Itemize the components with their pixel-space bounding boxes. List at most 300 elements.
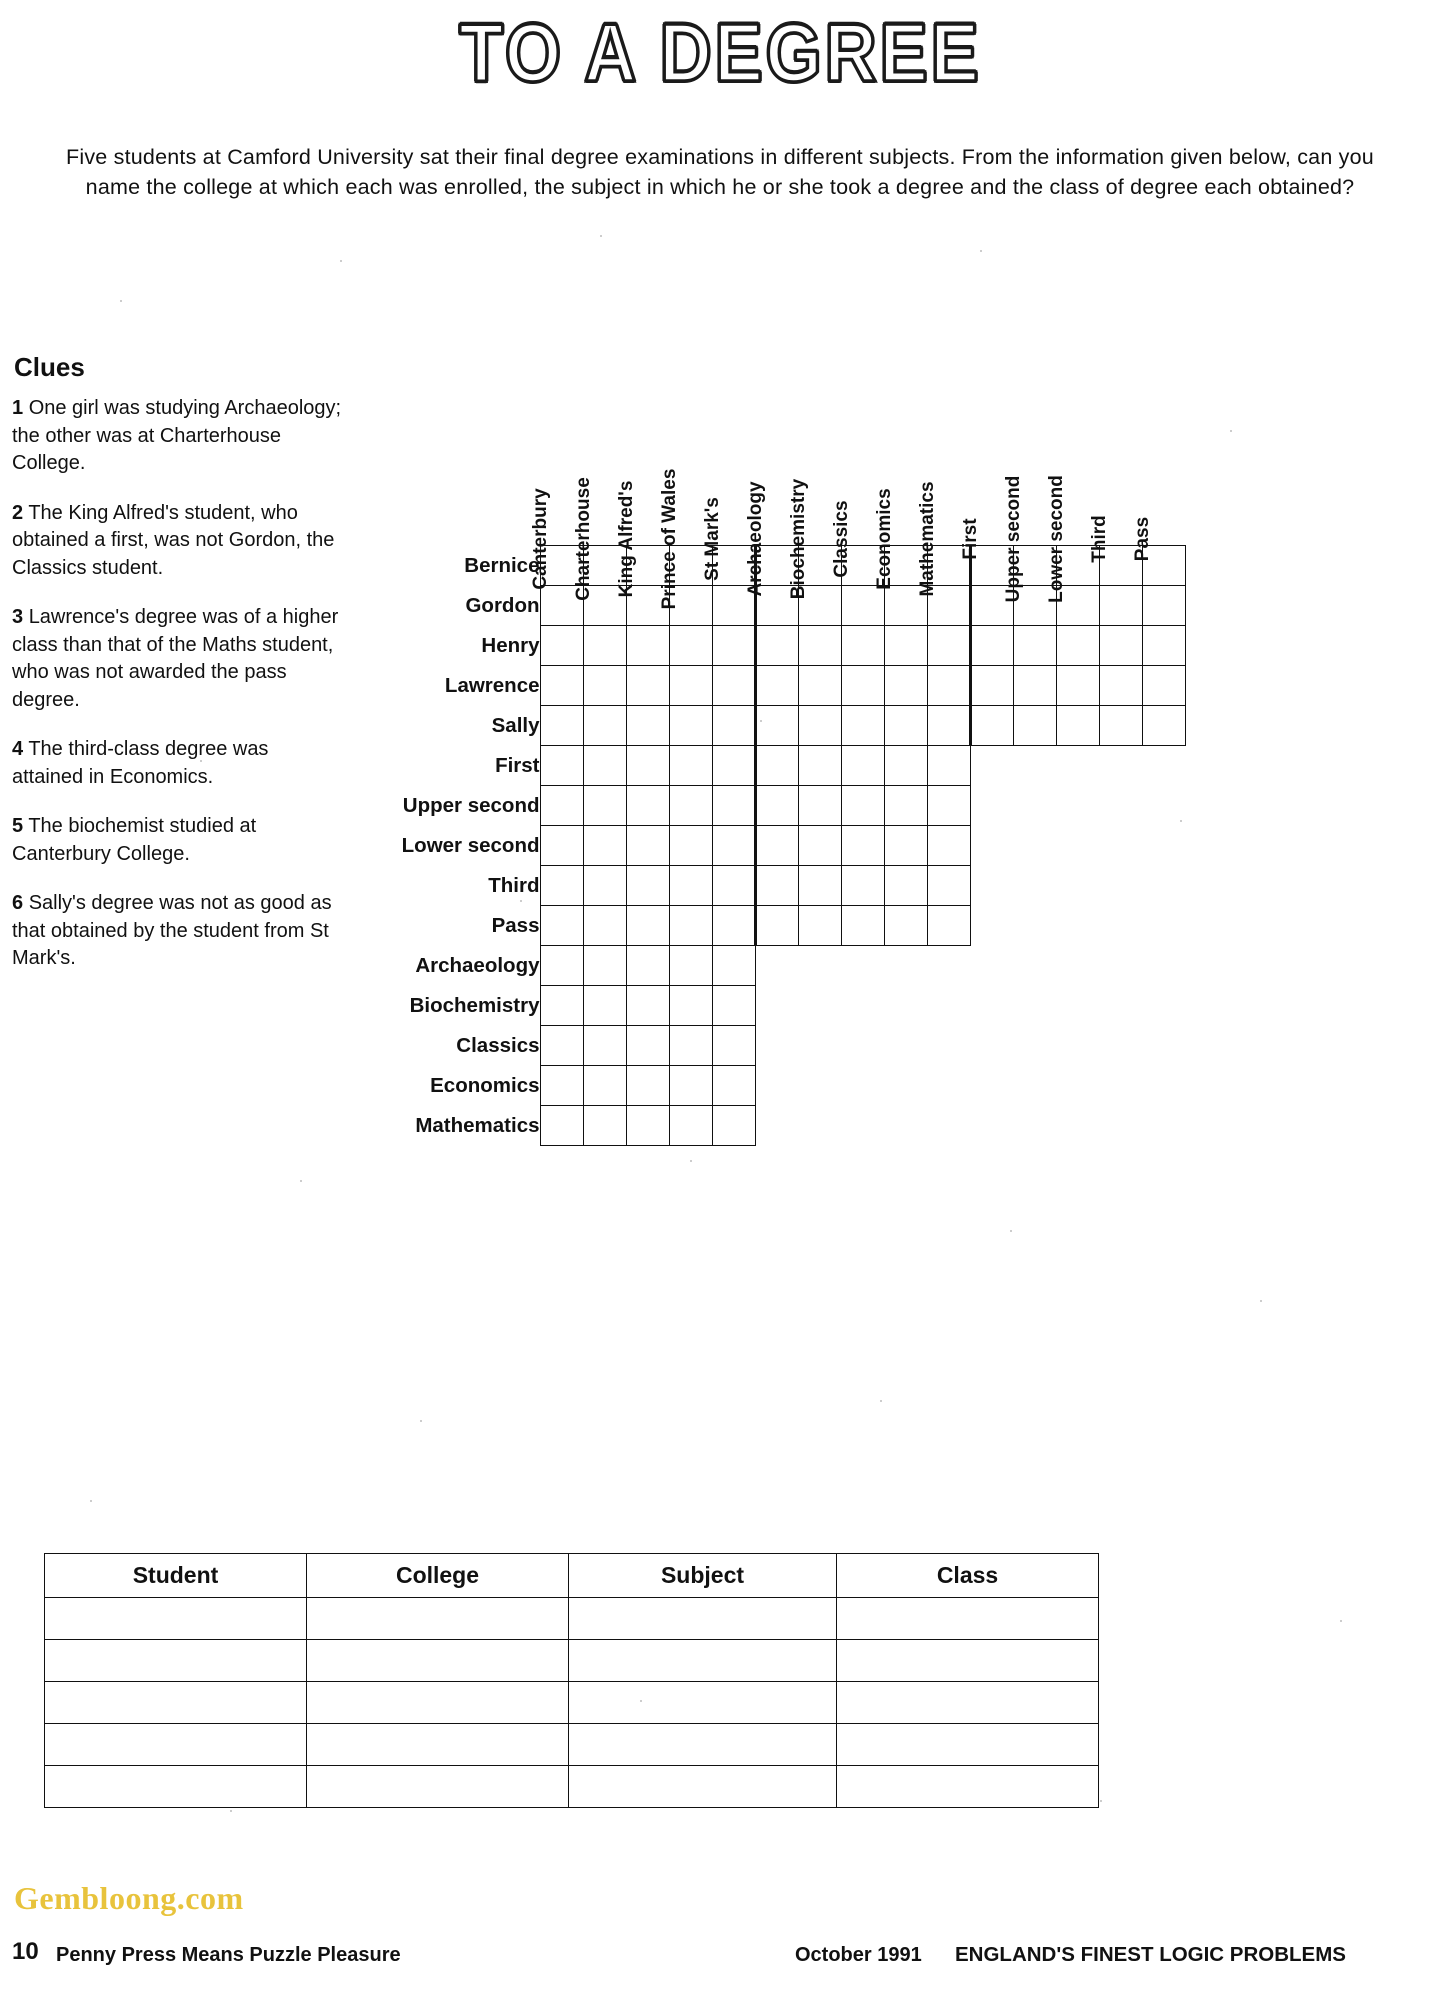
answer-cell-class[interactable] [837, 1682, 1099, 1724]
answer-header-subject: Subject [569, 1554, 837, 1598]
grid-cell[interactable] [669, 666, 712, 706]
grid-cell[interactable] [798, 786, 841, 826]
grid-col-header-label: Upper second [1002, 475, 1024, 603]
grid-cell[interactable] [626, 946, 669, 986]
grid-cell[interactable] [583, 866, 626, 906]
grid-cell[interactable] [755, 666, 798, 706]
clues-heading: Clues [14, 352, 85, 382]
grid-cell-empty [970, 906, 1013, 946]
answer-cell-class[interactable] [837, 1724, 1099, 1766]
grid-cell[interactable] [626, 826, 669, 866]
grid-cell[interactable] [669, 1026, 712, 1066]
paper-speck [120, 300, 122, 302]
grid-row-label-subject: Biochemistry [409, 993, 540, 1017]
grid-cell[interactable] [755, 866, 798, 906]
answer-header-college: College [307, 1554, 569, 1598]
grid-cell[interactable] [1099, 666, 1142, 706]
grid-cell-empty [1099, 1026, 1142, 1066]
grid-cell-empty [1013, 866, 1056, 906]
grid-cell[interactable] [583, 706, 626, 746]
grid-cell-empty [970, 826, 1013, 866]
grid-cell-empty [1142, 1026, 1185, 1066]
grid-col-header-label: Archaeology [744, 481, 766, 597]
grid-cell-empty [1099, 1106, 1142, 1146]
grid-cell[interactable] [970, 706, 1013, 746]
answer-cell-college[interactable] [307, 1598, 569, 1640]
paper-speck [340, 260, 342, 262]
answer-cell-student[interactable] [45, 1598, 307, 1640]
grid-cell[interactable] [927, 626, 970, 666]
grid-cell[interactable] [669, 986, 712, 1026]
grid-cell[interactable] [669, 786, 712, 826]
grid-col-header-label: Third [1088, 515, 1110, 563]
clue-text: The third-class degree was attained in Economics. [12, 738, 269, 788]
grid-cell[interactable] [626, 706, 669, 746]
grid-cell[interactable] [712, 786, 755, 826]
paper-speck [760, 720, 762, 722]
grid-cell[interactable] [1142, 666, 1185, 706]
grid-cell[interactable] [798, 906, 841, 946]
grid-cell[interactable] [841, 666, 884, 706]
grid-cell[interactable] [626, 746, 669, 786]
answer-cell-college[interactable] [307, 1724, 569, 1766]
grid-cell[interactable] [712, 746, 755, 786]
grid-cell[interactable] [841, 706, 884, 746]
grid-cell[interactable] [712, 706, 755, 746]
answer-table-row[interactable] [45, 1598, 1099, 1640]
grid-cell[interactable] [927, 906, 970, 946]
paper-speck [1180, 820, 1182, 822]
grid-col-header-label: Charterhouse [572, 477, 594, 601]
grid-cell[interactable] [626, 1026, 669, 1066]
grid-cell-empty [970, 866, 1013, 906]
grid-cell[interactable] [1013, 706, 1056, 746]
grid-cell[interactable] [540, 706, 583, 746]
paper-speck [1260, 1300, 1262, 1302]
grid-row-label-student: Bernice [464, 553, 540, 577]
grid-cell[interactable] [583, 1026, 626, 1066]
grid-cell[interactable] [583, 906, 626, 946]
grid-cell[interactable] [927, 826, 970, 866]
grid-col-header-label: Classics [830, 500, 852, 578]
grid-cell[interactable] [841, 826, 884, 866]
clue-text: Lawrence's degree was of a higher class than that of the Maths student, who was not awarded the pass degree. [12, 606, 339, 711]
grid-cell[interactable] [884, 906, 927, 946]
grid-cell[interactable] [884, 746, 927, 786]
grid-cell-empty [1056, 1066, 1099, 1106]
grid-cell[interactable] [755, 706, 798, 746]
footer-date: October 1991 [795, 1944, 922, 1966]
grid-cell[interactable] [626, 626, 669, 666]
grid-cell-empty [755, 1026, 798, 1066]
grid-col-header-label: Canterbury [529, 488, 551, 590]
answer-cell-college[interactable] [307, 1682, 569, 1724]
grid-cell-empty [841, 1066, 884, 1106]
grid-cell[interactable] [841, 786, 884, 826]
clue-text: Sally's degree was not as good as that obtained by the student from St Mark's. [12, 892, 332, 969]
grid-cell[interactable] [626, 866, 669, 906]
answer-header-student: Student [45, 1554, 307, 1598]
grid-cell[interactable] [1056, 706, 1099, 746]
grid-row [340, 986, 1185, 1026]
grid-cell-empty [1013, 1066, 1056, 1106]
grid-cell-empty [927, 946, 970, 986]
grid-cell-empty [1056, 1106, 1099, 1146]
grid-col-header-label: Lower second [1045, 475, 1067, 603]
clue-text: The King Alfred's student, who obtained a first, was not Gordon, the Classics student. [12, 501, 335, 579]
grid-col-header-label: Mathematics [916, 481, 938, 597]
grid-cell[interactable] [798, 826, 841, 866]
answer-table[interactable] [44, 1553, 1099, 1808]
grid-cell[interactable] [626, 666, 669, 706]
grid-cell[interactable] [970, 666, 1013, 706]
grid-row [340, 666, 1185, 706]
grid-cell[interactable] [884, 666, 927, 706]
grid-cell[interactable] [540, 786, 583, 826]
grid-cell[interactable] [540, 1026, 583, 1066]
grid-cell-empty [1013, 906, 1056, 946]
answer-table-header-row [45, 1554, 1099, 1598]
grid-cell[interactable] [927, 746, 970, 786]
grid-cell[interactable] [583, 1106, 626, 1146]
grid-cell[interactable] [755, 786, 798, 826]
grid-cell[interactable] [1142, 706, 1185, 746]
grid-row [340, 1106, 1185, 1146]
grid-cell[interactable] [669, 826, 712, 866]
grid-cell-empty [1056, 746, 1099, 786]
paper-speck [420, 1420, 422, 1422]
paper-speck [1230, 430, 1232, 432]
grid-cell[interactable] [712, 906, 755, 946]
answer-cell-subject[interactable] [569, 1766, 837, 1808]
clue-item [12, 736, 342, 791]
grid-cell-empty [1056, 866, 1099, 906]
grid-cell[interactable] [927, 786, 970, 826]
paper-speck [980, 250, 982, 252]
grid-cell[interactable] [626, 1066, 669, 1106]
grid-cell[interactable] [1013, 666, 1056, 706]
grid-cell-empty [927, 1026, 970, 1066]
grid-row [340, 906, 1185, 946]
grid-cell[interactable] [1142, 586, 1185, 626]
answer-table-row[interactable] [45, 1724, 1099, 1766]
clue-number: 5 [12, 815, 24, 837]
answer-cell-class[interactable] [837, 1598, 1099, 1640]
logic-grid-table[interactable] [340, 345, 1186, 1146]
grid-cell[interactable] [1013, 626, 1056, 666]
grid-cell[interactable] [755, 906, 798, 946]
grid-cell-empty [1142, 946, 1185, 986]
grid-cell[interactable] [583, 1066, 626, 1106]
grid-cell[interactable] [841, 906, 884, 946]
grid-cell-empty [841, 1026, 884, 1066]
grid-cell[interactable] [755, 826, 798, 866]
grid-cell[interactable] [669, 1106, 712, 1146]
grid-row [340, 626, 1185, 666]
grid-cell[interactable] [712, 626, 755, 666]
grid-cell[interactable] [884, 706, 927, 746]
clue-number: 2 [12, 501, 24, 524]
answer-table-row[interactable] [45, 1640, 1099, 1682]
grid-cell[interactable] [927, 666, 970, 706]
grid-cell[interactable] [712, 1066, 755, 1106]
grid-row [340, 746, 1185, 786]
grid-cell-empty [755, 946, 798, 986]
grid-cell-empty [1099, 746, 1142, 786]
grid-cell[interactable] [540, 626, 583, 666]
page-title: TO A DEGREE [459, 7, 982, 100]
grid-col-header-label: Prince of Wales [658, 468, 680, 610]
grid-row-label-student: Lawrence [444, 673, 540, 697]
grid-cell-empty [1013, 746, 1056, 786]
grid-row-label-class: First [495, 753, 540, 777]
grid-body[interactable] [340, 546, 1185, 1146]
grid-cell[interactable] [540, 906, 583, 946]
clue-item [12, 890, 342, 973]
grid-cell[interactable] [884, 826, 927, 866]
paper-speck [600, 235, 602, 237]
grid-col-header-label: King Alfred's [615, 480, 637, 598]
grid-cell[interactable] [540, 666, 583, 706]
grid-column-headers [340, 345, 1185, 546]
grid-cell[interactable] [540, 946, 583, 986]
grid-cell[interactable] [583, 826, 626, 866]
grid-cell-empty [841, 1106, 884, 1146]
grid-cell[interactable] [841, 746, 884, 786]
clue-item [12, 500, 342, 583]
grid-cell-empty [1013, 1106, 1056, 1146]
paper-speck [690, 1160, 692, 1162]
paper-speck [640, 1700, 642, 1702]
answer-cell-class[interactable] [837, 1640, 1099, 1682]
logic-grid[interactable] [340, 345, 1186, 1146]
grid-cell[interactable] [1056, 666, 1099, 706]
grid-cell[interactable] [841, 586, 884, 626]
grid-cell[interactable] [884, 866, 927, 906]
grid-cell[interactable] [712, 826, 755, 866]
grid-cell[interactable] [884, 786, 927, 826]
grid-cell-empty [1056, 986, 1099, 1026]
grid-cell[interactable] [669, 906, 712, 946]
grid-cell[interactable] [583, 786, 626, 826]
grid-cell[interactable] [712, 1106, 755, 1146]
grid-cell[interactable] [669, 946, 712, 986]
grid-cell-empty [1142, 746, 1185, 786]
footer-publisher: Penny Press Means Puzzle Pleasure [56, 1944, 401, 1966]
grid-cell[interactable] [540, 866, 583, 906]
paper-speck [1340, 1620, 1342, 1622]
grid-cell[interactable] [755, 746, 798, 786]
paper-speck [1100, 1800, 1102, 1802]
grid-cell-empty [970, 986, 1013, 1026]
grid-cell[interactable] [626, 786, 669, 826]
grid-cell[interactable] [669, 1066, 712, 1106]
grid-cell-empty [884, 946, 927, 986]
grid-cell[interactable] [841, 866, 884, 906]
grid-cell-empty [1013, 1026, 1056, 1066]
grid-cell[interactable] [798, 626, 841, 666]
grid-cell[interactable] [970, 626, 1013, 666]
answer-header-class: Class [837, 1554, 1099, 1598]
grid-cell-empty [1013, 826, 1056, 866]
grid-col-header-label: Pass [1131, 516, 1153, 562]
grid-cell[interactable] [669, 706, 712, 746]
answer-cell-subject[interactable] [569, 1598, 837, 1640]
grid-cell-empty [1013, 986, 1056, 1026]
paper-speck [230, 1810, 232, 1812]
grid-cell-empty [1056, 826, 1099, 866]
grid-cell-empty [1099, 1066, 1142, 1106]
answer-cell-student[interactable] [45, 1682, 307, 1724]
grid-cell[interactable] [583, 986, 626, 1026]
grid-cell-empty [798, 1026, 841, 1066]
grid-col-header-label: First [959, 518, 981, 560]
grid-cell-empty [884, 986, 927, 1026]
grid-cell[interactable] [927, 706, 970, 746]
grid-cell[interactable] [712, 866, 755, 906]
answer-table-row[interactable] [45, 1682, 1099, 1724]
grid-cell-empty [755, 1106, 798, 1146]
grid-cell[interactable] [540, 746, 583, 786]
grid-row [340, 706, 1185, 746]
watermark: Gembloong.com [14, 1880, 244, 1916]
grid-row [340, 1026, 1185, 1066]
grid-cell-empty [970, 1026, 1013, 1066]
answer-table-body[interactable] [45, 1598, 1099, 1808]
grid-cell[interactable] [540, 1106, 583, 1146]
grid-cell[interactable] [841, 626, 884, 666]
answer-cell-college[interactable] [307, 1640, 569, 1682]
footer-tagline: ENGLAND'S FINEST LOGIC PROBLEMS [955, 1943, 1346, 1966]
grid-cell-empty [798, 1106, 841, 1146]
answer-cell-student[interactable] [45, 1766, 307, 1808]
grid-cell[interactable] [1099, 586, 1142, 626]
grid-cell[interactable] [583, 626, 626, 666]
grid-cell-empty [1099, 786, 1142, 826]
grid-cell[interactable] [884, 626, 927, 666]
grid-cell[interactable] [626, 906, 669, 946]
grid-row-label-class: Pass [491, 913, 540, 937]
grid-cell[interactable] [927, 866, 970, 906]
grid-col-header-label: Economics [873, 488, 895, 590]
grid-cell[interactable] [1056, 626, 1099, 666]
grid-cell-empty [1142, 986, 1185, 1026]
grid-cell[interactable] [798, 706, 841, 746]
grid-cell[interactable] [755, 626, 798, 666]
grid-cell[interactable] [712, 946, 755, 986]
grid-cell-empty [1142, 786, 1185, 826]
answer-cell-subject[interactable] [569, 1640, 837, 1682]
answer-cell-student[interactable] [45, 1640, 307, 1682]
grid-cell-empty [1099, 946, 1142, 986]
grid-cell-empty [841, 986, 884, 1026]
grid-cell-empty [755, 1066, 798, 1106]
grid-cell-empty [1056, 906, 1099, 946]
grid-row-label-subject: Classics [456, 1033, 540, 1057]
clue-number: 4 [12, 738, 24, 760]
grid-cell-empty [1099, 826, 1142, 866]
grid-cell-empty [1099, 906, 1142, 946]
grid-cell[interactable] [798, 746, 841, 786]
grid-cell-empty [970, 1066, 1013, 1106]
grid-cell-empty [798, 1066, 841, 1106]
answer-cell-college[interactable] [307, 1766, 569, 1808]
grid-cell-empty [1142, 826, 1185, 866]
grid-cell-empty [1099, 986, 1142, 1026]
grid-cell-empty [884, 1106, 927, 1146]
clue-item [12, 604, 342, 714]
grid-cell[interactable] [583, 746, 626, 786]
grid-row-label-class: Lower second [401, 833, 540, 857]
grid-cell-empty [1142, 1106, 1185, 1146]
grid-row-label-subject: Mathematics [415, 1113, 540, 1137]
grid-col-header-label: Biochemistry [787, 478, 809, 600]
grid-col-header-label: St Mark's [701, 497, 723, 581]
grid-cell-empty [970, 786, 1013, 826]
grid-cell-empty [884, 1066, 927, 1106]
grid-cell[interactable] [626, 1106, 669, 1146]
answer-cell-class[interactable] [837, 1766, 1099, 1808]
clue-item [12, 395, 342, 478]
grid-cell[interactable] [583, 946, 626, 986]
grid-cell-empty [1056, 1026, 1099, 1066]
grid-cell[interactable] [798, 666, 841, 706]
grid-row [340, 826, 1185, 866]
grid-cell[interactable] [1142, 626, 1185, 666]
answer-cell-subject[interactable] [569, 1682, 837, 1724]
answer-cell-subject[interactable] [569, 1724, 837, 1766]
grid-row [340, 786, 1185, 826]
grid-cell-empty [970, 1106, 1013, 1146]
grid-cell-empty [798, 946, 841, 986]
paper-speck [520, 900, 522, 902]
grid-cell[interactable] [626, 986, 669, 1026]
grid-cell-empty [1013, 786, 1056, 826]
paper-speck [300, 1180, 302, 1182]
grid-cell-empty [1142, 906, 1185, 946]
grid-cell-empty [970, 746, 1013, 786]
grid-cell[interactable] [669, 866, 712, 906]
grid-cell-empty [970, 946, 1013, 986]
clue-text: The biochemist studied at Canterbury College. [12, 815, 257, 865]
paper-speck [880, 1400, 882, 1402]
answer-table-row[interactable] [45, 1766, 1099, 1808]
grid-cell[interactable] [1099, 706, 1142, 746]
paper-speck [200, 760, 202, 762]
grid-cell[interactable] [712, 986, 755, 1026]
grid-cell[interactable] [669, 746, 712, 786]
grid-row-label-subject: Archaeology [415, 953, 540, 977]
grid-cell[interactable] [712, 1026, 755, 1066]
grid-cell[interactable] [540, 1066, 583, 1106]
grid-cell[interactable] [798, 866, 841, 906]
grid-cell[interactable] [540, 986, 583, 1026]
grid-cell[interactable] [540, 826, 583, 866]
grid-cell-empty [927, 986, 970, 1026]
answer-cell-student[interactable] [45, 1724, 307, 1766]
grid-cell[interactable] [583, 666, 626, 706]
grid-row-label-class: Upper second [402, 793, 540, 817]
grid-row-label-student: Sally [491, 713, 540, 737]
grid-cell-empty [1142, 1066, 1185, 1106]
grid-cell[interactable] [1099, 626, 1142, 666]
grid-cell-empty [1013, 946, 1056, 986]
grid-cell[interactable] [712, 666, 755, 706]
grid-row-label-student: Henry [481, 633, 540, 657]
grid-cell-empty [927, 1106, 970, 1146]
clue-text: One girl was studying Archaeology; the other was at Charterhouse College. [12, 397, 342, 474]
grid-cell[interactable] [669, 626, 712, 666]
